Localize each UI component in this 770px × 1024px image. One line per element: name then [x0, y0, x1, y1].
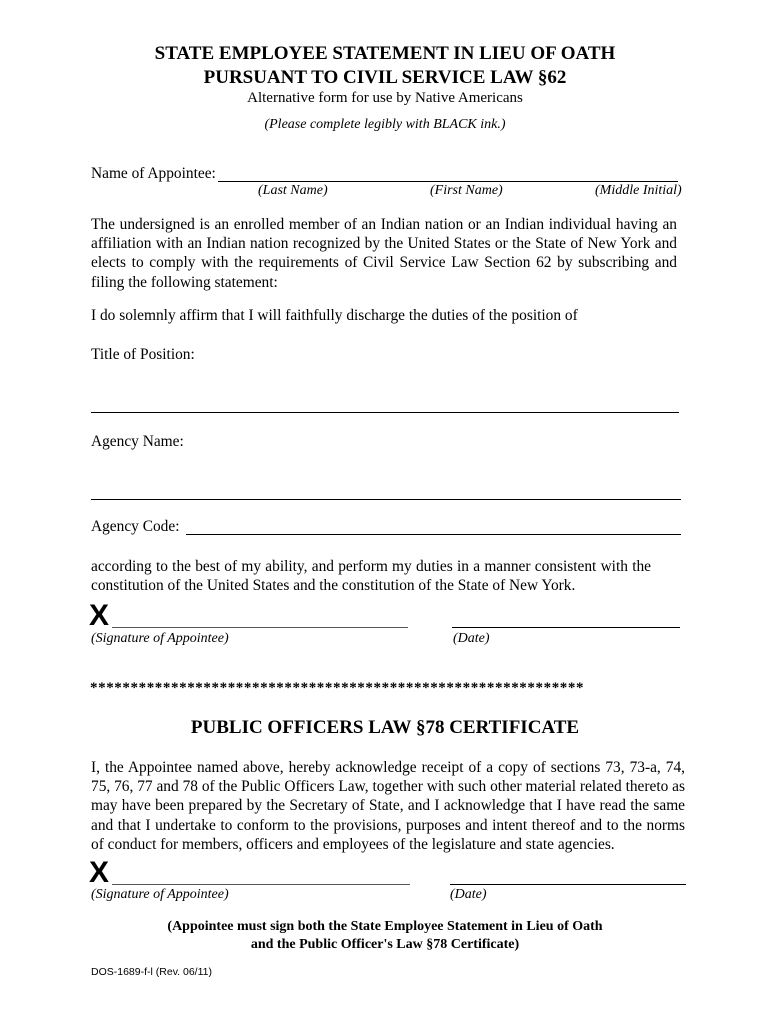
certificate-title: PUBLIC OFFICERS LAW §78 CERTIFICATE	[190, 717, 580, 738]
signing-requirement-line1: (Appointee must sign both the State Employee Statement in Lieu of Oath	[167, 919, 603, 934]
agency-name-label: Agency Name:	[91, 433, 184, 450]
form-title-line1: STATE EMPLOYEE STATEMENT IN LIEU OF OATH	[154, 43, 616, 64]
ink-instruction: (Please complete legibly with BLACK ink.)	[264, 117, 506, 132]
title-of-position-label: Title of Position:	[91, 346, 195, 363]
affirmation-text: I do solemnly affirm that I will faithfully discharge the duties of the position of	[91, 307, 578, 324]
first-name-hint: (First Name)	[430, 183, 503, 198]
signing-requirement-line2: and the Public Officer's Law §78 Certificate)	[250, 937, 520, 952]
signature-x-mark: X	[89, 599, 110, 632]
signature-x-mark-2: X	[89, 856, 110, 889]
signature-caption-2: (Signature of Appointee)	[91, 887, 229, 902]
agency-code-label: Agency Code:	[91, 518, 180, 535]
form-revision-id: DOS-1689-f-l (Rev. 06/11)	[91, 966, 212, 978]
agency-name-field[interactable]	[91, 499, 681, 500]
signature-field[interactable]	[112, 627, 408, 628]
certificate-text: I, the Appointee named above, hereby acknowledge receipt of a copy of sections 73, 73-a, 74, 75, 76, 77 and 78 of the Public Officers Law, together with such other material related thereto as may have been prepared by the Secretary of State, and I acknowledge that I have read the same and that I undertake to conform to the provisions, purposes and intent thereof and to the norms of conduct for members, officers and employees of the legislature and state agencies.	[91, 759, 685, 853]
title-of-position-field[interactable]	[91, 412, 679, 413]
asterisk-divider: *************************************************************	[90, 680, 585, 696]
agency-code-field[interactable]	[186, 534, 681, 535]
closing-statement: according to the best of my ability, and perform my duties in a manner consistent with the constitution of the United States and the constitution of the State of New York.	[91, 558, 651, 595]
signature-field-2[interactable]	[112, 884, 410, 885]
last-name-hint: (Last Name)	[258, 183, 328, 198]
date-field[interactable]	[452, 627, 680, 628]
appointee-name-field[interactable]	[218, 181, 678, 182]
appointee-name-label: Name of Appointee:	[91, 165, 216, 182]
date-caption-2: (Date)	[450, 887, 487, 902]
middle-initial-hint: (Middle Initial)	[595, 183, 682, 198]
enrollment-statement: The undersigned is an enrolled member of an Indian nation or an Indian individual having an affiliation with an Indian nation recognized by the United States or the State of New York and elects to comply with the requirements of Civil Service Law Section 62 by subscribing and filing the following statement:	[91, 216, 677, 291]
date-caption: (Date)	[453, 631, 490, 646]
date-field-2[interactable]	[450, 884, 686, 885]
form-title-line2: PURSUANT TO CIVIL SERVICE LAW §62	[203, 67, 567, 88]
signature-caption: (Signature of Appointee)	[91, 631, 229, 646]
form-subtitle: Alternative form for use by Native Americans	[247, 90, 523, 106]
